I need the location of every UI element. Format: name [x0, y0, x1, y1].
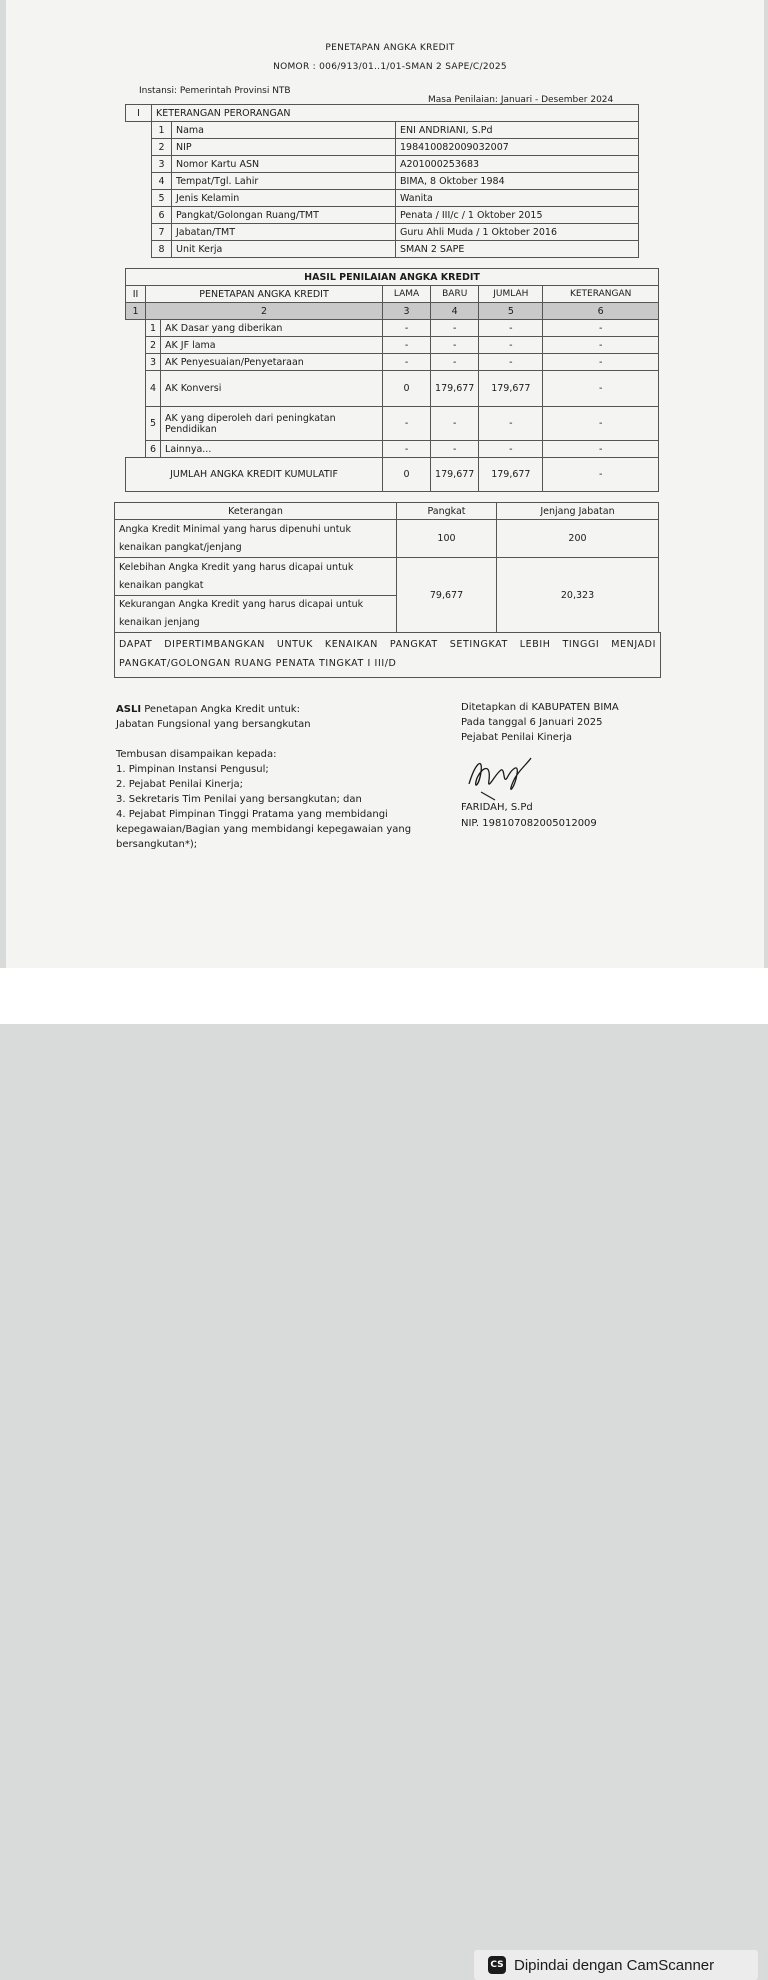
row-label: NIP — [172, 139, 396, 156]
table-row — [126, 320, 659, 337]
column-number: 2 — [146, 303, 383, 320]
list-item: 2. Pejabat Penilai Kinerja; — [116, 779, 244, 790]
cell-lama: - — [383, 354, 431, 371]
row-number: 3 — [146, 354, 161, 371]
row-value: 198410082009032007 — [396, 139, 639, 156]
column-header: LAMA — [383, 286, 431, 303]
row-label: AK Penyesuaian/Penyetaraan — [161, 354, 383, 371]
table-row — [126, 173, 639, 190]
list-item: 3. Sekretaris Tim Penilai yang bersangkutan; dan — [116, 794, 362, 805]
minimum-jenjang: 200 — [497, 520, 659, 558]
kelebihan-label: Kelebihan Angka Kredit yang harus dicapai untuk kenaikan pangkat — [115, 558, 397, 596]
column-header: Pangkat — [397, 503, 497, 520]
section-roman: II — [126, 286, 146, 303]
cell-jumlah: 179,677 — [479, 371, 543, 407]
pejabat-text: Pejabat Penilai Kinerja — [461, 732, 572, 743]
table-row — [126, 241, 639, 258]
row-label: AK Dasar yang diberikan — [161, 320, 383, 337]
row-number: 8 — [152, 241, 172, 258]
total-lama: 0 — [383, 458, 431, 492]
table-row — [126, 441, 659, 458]
credit-assessment-table — [125, 268, 659, 492]
table-row — [126, 224, 639, 241]
cell-baru: - — [431, 337, 479, 354]
row-label: Tempat/Tgl. Lahir — [172, 173, 396, 190]
personal-info-table — [125, 104, 639, 258]
column-header: Jenjang Jabatan — [497, 503, 659, 520]
document-number: NOMOR : 006/913/01..1/01-SMAN 2 SAPE/C/2025 — [273, 62, 507, 72]
cell-lama: - — [383, 320, 431, 337]
cell-keterangan: - — [543, 354, 659, 371]
row-label: Jenis Kelamin — [172, 190, 396, 207]
section-title: KETERANGAN PERORANGAN — [152, 105, 639, 122]
cell-keterangan: - — [543, 407, 659, 441]
table-row — [126, 337, 659, 354]
minimum-label: Angka Kredit Minimal yang harus dipenuhi untuk kenaikan pangkat/jenjang — [115, 520, 397, 558]
column-header: KETERANGAN — [543, 286, 659, 303]
row-label: Jabatan/TMT — [172, 224, 396, 241]
signature-icon — [461, 744, 541, 804]
table-row — [126, 156, 639, 173]
cell-keterangan: - — [543, 371, 659, 407]
total-baru: 179,677 — [431, 458, 479, 492]
column-number: 5 — [479, 303, 543, 320]
camscanner-text: Dipindai dengan CamScanner — [514, 1956, 715, 1974]
distribution-block — [116, 702, 451, 852]
row-number: 4 — [152, 173, 172, 190]
signer-name: FARIDAH, S.Pd — [461, 802, 533, 813]
camscanner-watermark — [474, 1950, 758, 1980]
asli-label: ASLI — [116, 704, 142, 715]
row-number: 1 — [152, 122, 172, 139]
ditetapkan-text: Ditetapkan di KABUPATEN BIMA — [461, 702, 619, 713]
row-number: 2 — [146, 337, 161, 354]
row-number: 6 — [152, 207, 172, 224]
cell-lama: 0 — [383, 371, 431, 407]
row-number: 4 — [146, 371, 161, 407]
column-number: 3 — [383, 303, 431, 320]
total-label: JUMLAH ANGKA KREDIT KUMULATIF — [126, 458, 383, 492]
table-row — [126, 207, 639, 224]
column-header: BARU — [431, 286, 479, 303]
row-value: A201000253683 — [396, 156, 639, 173]
cell-jumlah: - — [479, 407, 543, 441]
kekurangan-label: Kekurangan Angka Kredit yang harus dicapai untuk kenaikan jenjang — [115, 596, 397, 633]
cell-jumlah: - — [479, 441, 543, 458]
column-number: 1 — [126, 303, 146, 320]
assessment-heading: HASIL PENILAIAN ANGKA KREDIT — [126, 269, 659, 286]
column-header: PENETAPAN ANGKA KREDIT — [146, 286, 383, 303]
row-number: 5 — [146, 407, 161, 441]
cell-baru: - — [431, 320, 479, 337]
table-row — [126, 190, 639, 207]
column-header: Keterangan — [115, 503, 397, 520]
cell-lama: - — [383, 407, 431, 441]
cell-lama: - — [383, 337, 431, 354]
row-label: AK Konversi — [161, 371, 383, 407]
table-row — [126, 122, 639, 139]
row-value: Penata / III/c / 1 Oktober 2015 — [396, 207, 639, 224]
row-label: AK JF lama — [161, 337, 383, 354]
asli-text: Penetapan Angka Kredit untuk: — [141, 704, 300, 715]
cell-baru: 179,677 — [431, 371, 479, 407]
column-header: JUMLAH — [479, 286, 543, 303]
table-row — [126, 354, 659, 371]
jenjang-value: 20,323 — [497, 558, 659, 633]
requirement-table — [114, 502, 659, 633]
row-label: Lainnya... — [161, 441, 383, 458]
pangkat-value: 79,677 — [397, 558, 497, 633]
row-label: Nomor Kartu ASN — [172, 156, 396, 173]
table-row — [126, 371, 659, 407]
conclusion-box: DAPAT DIPERTIMBANGKAN UNTUK KENAIKAN PANGKAT SETINGKAT LEBIH TINGGI MENJADI PANGKAT/GOLONGAN RUANG PENATA TINGKAT I III/D — [114, 632, 661, 678]
cell-keterangan: - — [543, 337, 659, 354]
row-label: Pangkat/Golongan Ruang/TMT — [172, 207, 396, 224]
row-label: AK yang diperoleh dari peningkatan Pendidikan — [161, 407, 383, 441]
row-number: 7 — [152, 224, 172, 241]
table-row — [126, 407, 659, 441]
document-title: PENETAPAN ANGKA KREDIT — [325, 43, 455, 53]
row-value: Wanita — [396, 190, 639, 207]
minimum-pangkat: 100 — [397, 520, 497, 558]
section-roman: I — [126, 105, 152, 122]
tembusan-label: Tembusan disampaikan kepada: — [116, 749, 277, 760]
row-label: Unit Kerja — [172, 241, 396, 258]
camscanner-logo-icon: CS — [488, 1956, 506, 1974]
cell-jumlah: - — [479, 320, 543, 337]
cell-baru: - — [431, 354, 479, 371]
row-number: 6 — [146, 441, 161, 458]
approval-block — [461, 700, 619, 745]
cell-baru: - — [431, 441, 479, 458]
tanggal-text: Pada tanggal 6 Januari 2025 — [461, 717, 603, 728]
scanner-footer — [0, 968, 768, 1974]
row-label: Nama — [172, 122, 396, 139]
column-number: 4 — [431, 303, 479, 320]
cell-baru: - — [431, 407, 479, 441]
total-jumlah: 179,677 — [479, 458, 543, 492]
column-number: 6 — [543, 303, 659, 320]
row-number: 5 — [152, 190, 172, 207]
document-page — [6, 0, 764, 968]
cell-jumlah: - — [479, 354, 543, 371]
cell-lama: - — [383, 441, 431, 458]
row-value: Guru Ahli Muda / 1 Oktober 2016 — [396, 224, 639, 241]
list-item: 4. Pejabat Pimpinan Tinggi Pratama yang membidangi kepegawaian/Bagian yang membidangi kepegawaian yang bersangkutan*); — [116, 809, 412, 850]
cell-keterangan: - — [543, 320, 659, 337]
row-number: 3 — [152, 156, 172, 173]
signer-nip: NIP. 198107082005012009 — [461, 818, 597, 829]
total-row — [126, 458, 659, 492]
row-value: ENI ANDRIANI, S.Pd — [396, 122, 639, 139]
cell-jumlah: - — [479, 337, 543, 354]
masa-penilaian-label: Masa Penilaian: Januari - Desember 2024 — [428, 95, 614, 105]
asli-line2: Jabatan Fungsional yang bersangkutan — [116, 719, 311, 730]
list-item: 1. Pimpinan Instansi Pengusul; — [116, 764, 269, 775]
cell-keterangan: - — [543, 441, 659, 458]
total-keterangan: - — [543, 458, 659, 492]
row-number: 2 — [152, 139, 172, 156]
row-number: 1 — [146, 320, 161, 337]
table-row — [126, 139, 639, 156]
row-value: SMAN 2 SAPE — [396, 241, 639, 258]
row-value: BIMA, 8 Oktober 1984 — [396, 173, 639, 190]
instansi-label: Instansi: Pemerintah Provinsi NTB — [139, 86, 291, 96]
